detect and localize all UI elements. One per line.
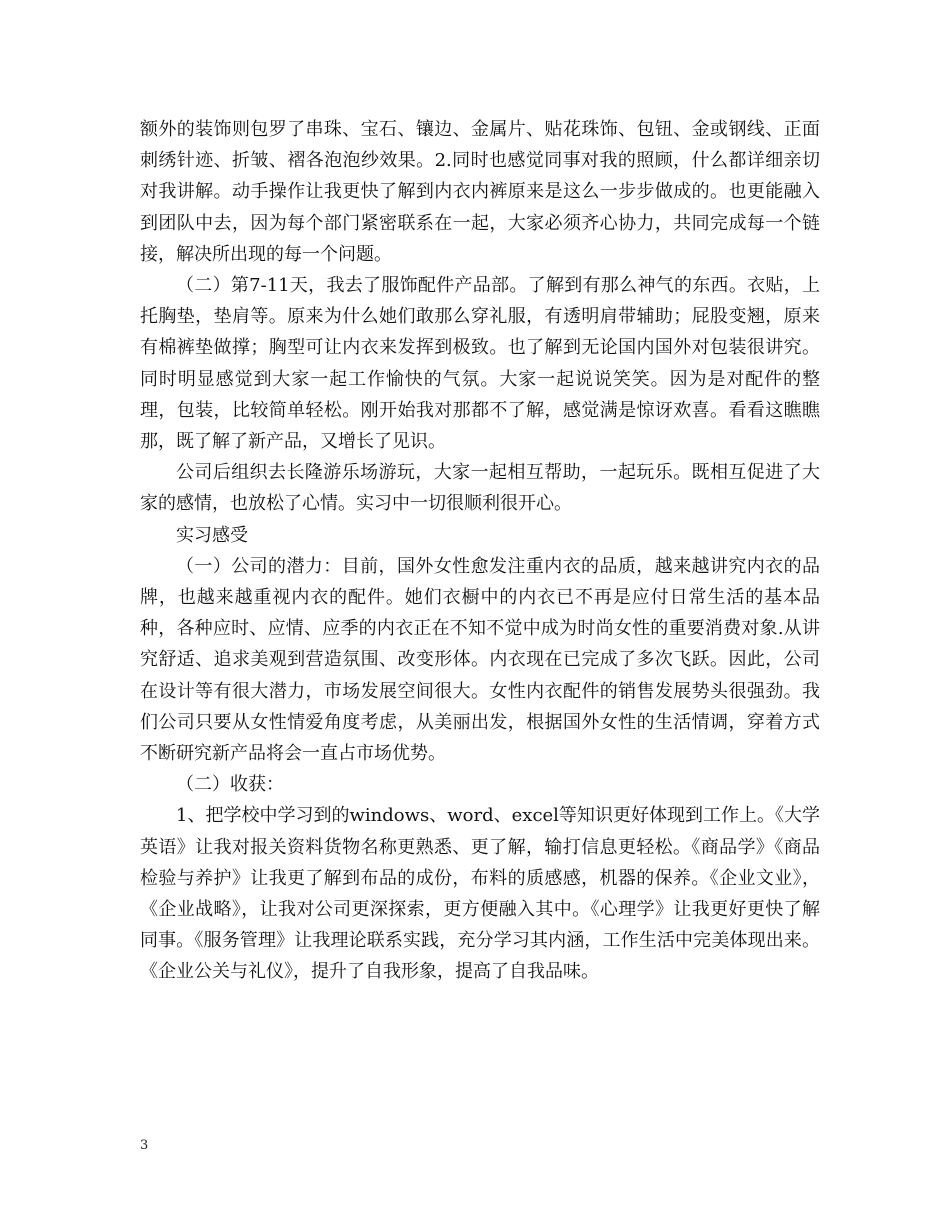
paragraph-accessories-dept: （二）第7-11天，我去了服饰配件产品部。了解到有那么神气的东西。衣贴，上托胸垫，垫肩等。原来为什么她们敢那么穿礼服，有透明肩带辅助；屁股变翘，原来有棉裤垫做撑；胸型可让内衣来发挥到极致。也了解到无论国内国外对包装很讲究。同时明显感觉到大家一起工作愉快的气氛。大家一起说说笑笑。因为是对配件的整理，包装，比较简单轻松。刚开始我对那都不了解，感觉满是惊讶欢喜。看看这瞧瞧那，既了解了新产品，又增长了见识。 bbox=[140, 275, 820, 453]
paragraph-company-outing: 公司后组织去长隆游乐场游玩，大家一起相互帮助，一起玩乐。既相互促进了大家的感情，也放松了心情。实习中一切很顺利很开心。 bbox=[140, 462, 820, 515]
paragraph-gains-detail: 1、把学校中学习到的windows、word、excel等知识更好体现到工作上。《大学英语》让我对报关资料货物名称更熟悉、更了解，输打信息更轻松。《商品学》《商品检验与养护》让我更了解到布品的成份，布料的质感感，机器的保养。《企业文业》，《企业战略》，让我对公司更深探索，更方便融入其中。《心理学》让我更好更快了解同事。《服务管理》让我理论联系实践，充分学习其内涵，工作生活中完美体现出来。《企业公关与礼仪》，提升了自我形象，提高了自我品味。 bbox=[140, 805, 820, 983]
document-body bbox=[140, 114, 820, 988]
section-heading-internship-feelings: 实习感受 bbox=[176, 524, 248, 546]
paragraph-company-potential: （一）公司的潜力：目前，国外女性愈发注重内衣的品质，越来越讲究内衣的品牌，也越来越重视内衣的配件。她们衣橱中的内衣已不再是应付日常生活的基本品种，各种应时、应情、应季的内衣正在不知不觉中成为时尚女性的重要消费对象.从讲究舒适、追求美观到营造氛围、改变形体。内衣现在已完成了多次飞跃。因此，公司在设计等有很大潜力，市场发展空间很大。女性内衣配件的销售发展势头很强劲。我们公司只要从女性情爱角度考虑，从美丽出发，根据国外女性的生活情调，穿着方式不断研究新产品将会一直占市场优势。 bbox=[140, 555, 820, 765]
page-number: 3 bbox=[140, 1138, 149, 1153]
subheading-gains: （二）收获： bbox=[176, 774, 284, 796]
paragraph-decorations: 额外的装饰则包罗了串珠、宝石、镶边、金属片、贴花珠饰、包钮、金或钢线、正面刺绣针迹、折皱、褶各泡泡纱效果。2.同时也感觉同事对我的照顾，什么都详细亲切对我讲解。动手操作让我更快了解到内衣内裤原来是这么一步步做成的。也更能融入到团队中去，因为每个部门紧密联系在一起，大家必须齐心协力，共同完成每一个链接，解决所出现的每一个问题。 bbox=[140, 119, 820, 265]
